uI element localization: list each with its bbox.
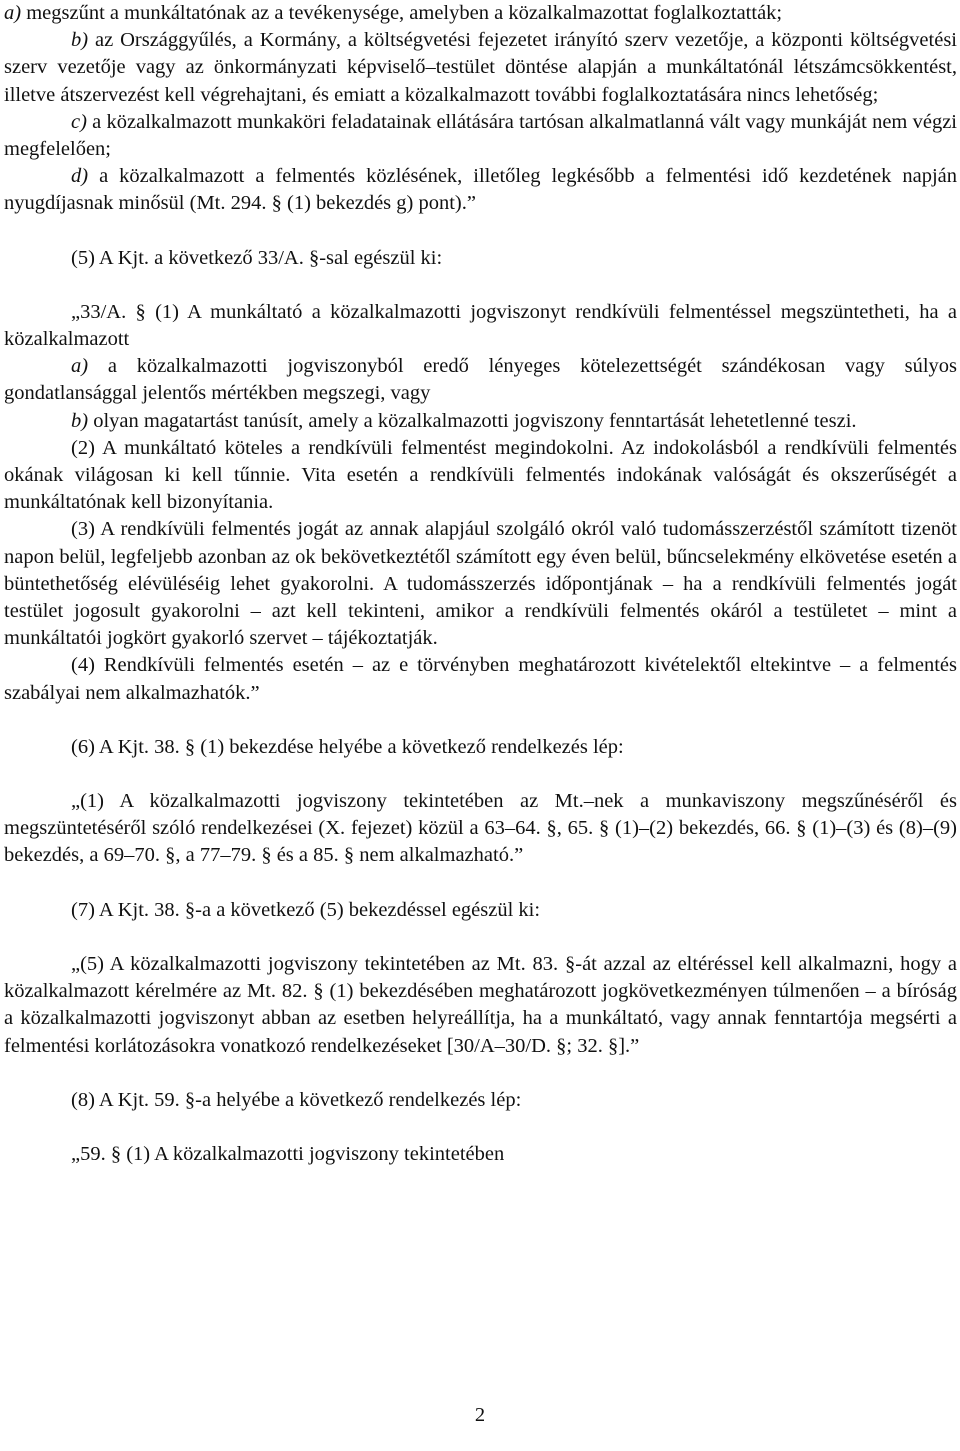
paragraph-text: az Országgyűlés, a Kormány, a költségvetési fejezetet irányító szerv vezetője, a központi költségvetési szerv vezetője vagy az önkormányzati képviselő–testület döntése alapján a munkáltatónál létszámcsökkentést, illetve átszervezést kell végrehajtani, és emiatt a közalkalmazott további foglalkoztatására nincs lehetőség; [4, 29, 957, 106]
heading-text: (7) A Kjt. 38. §-a a következő (5) bekezdéssel egészül ki: [71, 898, 541, 921]
paragraph-33a-2 [4, 435, 957, 517]
amendment-heading-6 [71, 734, 957, 761]
paragraph-59-1 [4, 1141, 957, 1168]
paragraph-text: a közalkalmazott a felmentés közlésének, illetőleg legkésőbb a felmentési idő kezdetének napján nyugdíjasnak minősül (Mt. 294. § (1) bekezdés g) pont).” [4, 165, 957, 215]
heading-text: (6) A Kjt. 38. § (1) bekezdése helyébe a következő rendelkezés lép: [71, 735, 624, 758]
paragraph-text: „59. § (1) A közalkalmazotti jogviszony tekintetében [71, 1142, 505, 1165]
paragraph-text: „(5) A közalkalmazotti jogviszony tekintetében az Mt. 83. §-át azzal az eltéréssel kell alkalmazni, hogy a közalkalmazott kérelmére az Mt. 82. § (1) bekezdésében meghatározott jogkövetkezményen túlmenően – a bíróság a közalkalmazotti jogviszonyt abban az esetben helyreállítja, ha a munkáltató, vagy annak fenntartója megsérti a felmentési korlátozásokra vonatkozó rendelkezéseket [30/A–30/D. §; 32. §].” [4, 952, 957, 1057]
paragraph-33a-item-a [4, 353, 957, 407]
paragraph-text: olyan magatartást tanúsít, amely a közalkalmazotti jogviszony fenntartását lehetetlenné teszi. [88, 409, 857, 432]
paragraph-text: (3) A rendkívüli felmentés jogát az annak alapjául szolgáló okról való tudomásszerzéstől számított tizenöt napon belül, legfeljebb azonban az ok bekövetkeztétől számított egy éven belül, bűncselekmény elkövetése esetén a büntethetőség elévüléséig lehet gyakorolni. A tudomásszerzés időpontjának – ha a rendkívüli felmentés jogát testület jogosult gyakorolni – azt kell tekinteni, amikor a rendkívüli felmentés okáról a testületet – mint a munkáltatói jogkört gyakorló szervet – tájékoztatják. [4, 518, 957, 650]
paragraph-text: a közalkalmazott munkaköri feladatainak ellátására tartósan alkalmatlanná vált vagy munkáját nem végzi megfelelően; [4, 110, 957, 161]
paragraph-33a-item-b [4, 408, 957, 435]
amendment-heading-7 [71, 897, 957, 924]
item-label: c) [71, 110, 87, 133]
document-page [4, 0, 957, 1168]
heading-text: (8) A Kjt. 59. §-a helyébe a következő rendelkezés lép: [71, 1088, 522, 1111]
paragraph-38-1 [4, 788, 957, 870]
item-label: b) [71, 29, 89, 52]
item-label: d) [71, 165, 89, 188]
paragraph-item-c [4, 109, 957, 163]
paragraph-38-5 [4, 951, 957, 1060]
paragraph-text: (4) Rendkívüli felmentés esetén – az e törvényben meghatározott kivételektől eltekintve – a felmentés szabályai nem alkalmazhatók.” [4, 654, 957, 704]
paragraph-text: megszűnt a munkáltatónak az a tevékenysége, amelyben a közalkalmazottat foglalkoztatták; [21, 2, 783, 24]
amendment-heading-8 [71, 1087, 957, 1114]
paragraph-item-d [4, 163, 957, 217]
paragraph-item-b [4, 27, 957, 109]
paragraph-item-a [4, 0, 957, 27]
item-label: b) [71, 409, 89, 432]
paragraph-text: „(1) A közalkalmazotti jogviszony tekintetében az Mt.–nek a munkaviszony megszűnéséről és megszüntetéséről szóló rendelkezései (X. fejezet) közül a 63–64. §, 65. § (1)–(2) bekezdés, 66. § (1)–(3) és (8)–(9) bekezdés, a 69–70. §, a 77–79. § és a 85. § nem alkalmazható.” [4, 790, 957, 867]
page-number: 2 [474, 1404, 486, 1426]
amendment-heading-5 [71, 245, 957, 272]
paragraph-33a-1 [4, 299, 957, 353]
heading-text: (5) A Kjt. a következő 33/A. §-sal egészül ki: [71, 246, 443, 269]
item-label: a) [71, 355, 89, 378]
paragraph-text: „33/A. § (1) A munkáltató a közalkalmazotti jogviszonyt rendkívüli felmentéssel megszüntetheti, ha a közalkalmazott [4, 300, 957, 351]
paragraph-text: a közalkalmazotti jogviszonyból eredő lényeges kötelezettségét szándékosan vagy súlyos gondatlansággal jelentős mértékben megszegi, vagy [4, 355, 957, 405]
paragraph-33a-4 [4, 652, 957, 706]
paragraph-text: (2) A munkáltató köteles a rendkívüli felmentést megindokolni. Az indokolásból a rendkívüli felmentés okának világosan ki kell tűnnie. Vita esetén a rendkívüli felmentés indokának valóságát és okszerűségét a munkáltatónak kell bizonyítania. [4, 436, 957, 514]
item-label: a) [4, 2, 22, 24]
paragraph-33a-3 [4, 516, 957, 652]
